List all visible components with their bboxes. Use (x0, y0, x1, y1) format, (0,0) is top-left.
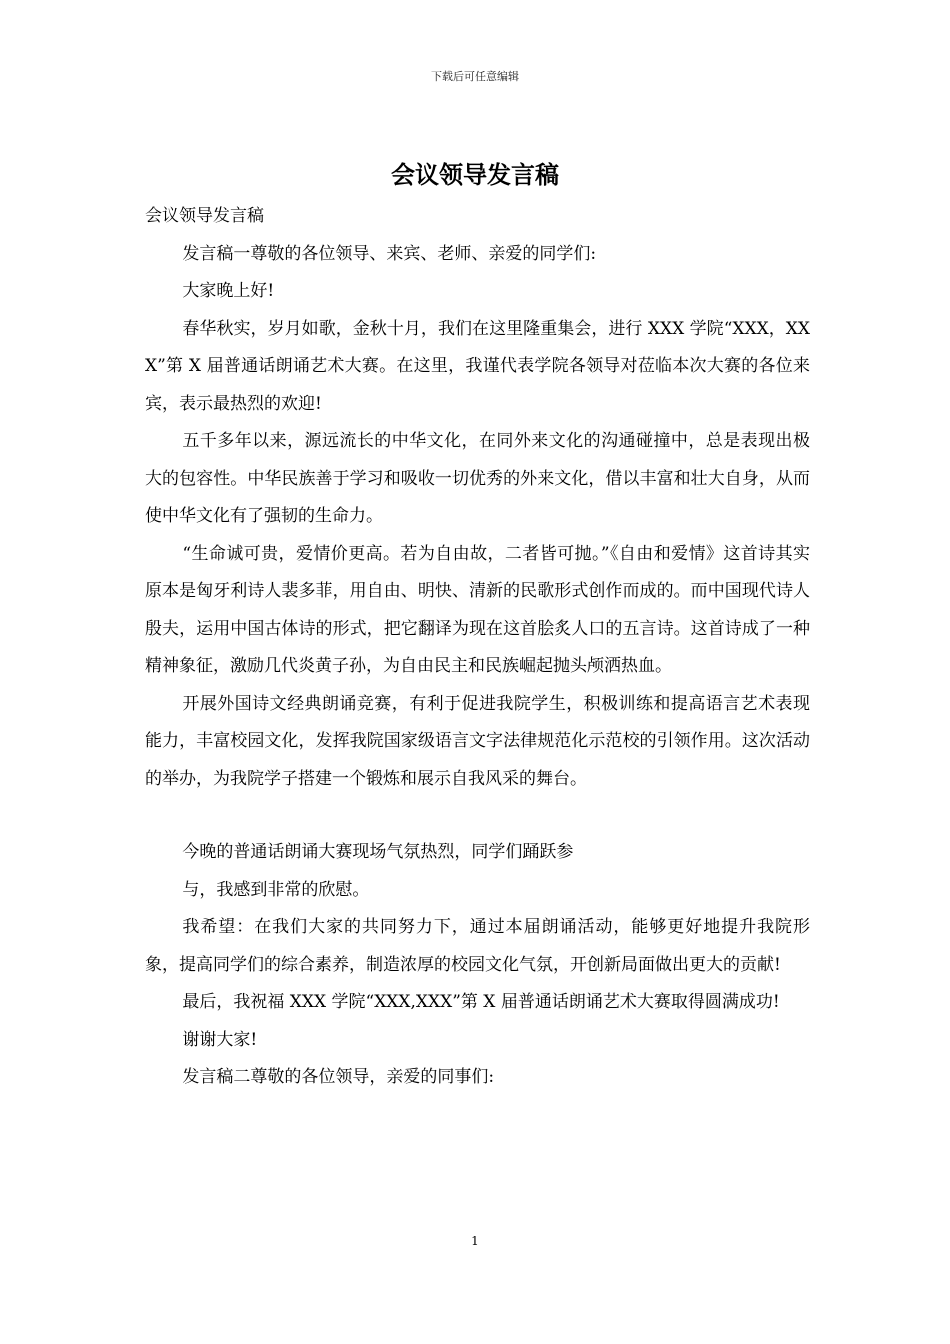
paragraph-speech-two: 发言稿二尊敬的各位领导，亲爱的同事们: (182, 1067, 495, 1087)
paragraph-wishes: 最后，我祝福 XXX 学院“XXX,XXX”第 X 届普通话朗诵艺术大赛取得圆满成功! (182, 992, 780, 1012)
paragraph-competition-purpose: 开展外国诗文经典朗诵竞赛，有利于促进我院学生，积极训练和提高语言艺术表现能力，丰富校园文化，发挥我院国家级语言文字法律规范化示范校的引领作用。这次活动的举办，为我院学子搭建一个锻炼和展示自我风采的舞台。 (145, 693, 810, 789)
paragraph-gratified: 与，我感到非常的欣慰。 (182, 879, 370, 900)
document-title: 会议领导发言稿 (391, 161, 559, 189)
paragraph-subtitle: 会议领导发言稿 (145, 206, 264, 226)
paragraph-chinese-culture: 五千多年以来，源远流长的中华文化，在同外来文化的沟通碰撞中，总是表现出极大的包容性。中华民族善于学习和吸收一切优秀的外来文化，借以丰富和壮大自身，从而使中华文化有了强韧的生命力。 (145, 431, 810, 526)
paragraph-good-evening: 大家晚上好! (182, 281, 275, 301)
header-note: 下载后可任意编辑 (431, 70, 519, 83)
paragraph-hope: 我希望：在我们大家的共同努力下，通过本届朗诵活动，能够更好地提升我院形象，提高同学们的综合素养，制造浓厚的校园文化气氛，开创新局面做出更大的贡献! (145, 917, 810, 975)
paragraph-greeting-address: 发言稿一尊敬的各位领导、来宾、老师、亲爱的同学们: (182, 243, 597, 264)
paragraph-poem: “生命诚可贵，爱情价更高。若为自由故，二者皆可抛。”《自由和爱情》这首诗其实原本是匈牙利诗人裴多菲，用自由、明快、清新的民歌形式创作而成的。而中国现代诗人殷夫，运用中国古体诗的形式，把它翻译为现在这首脍炙人口的五言诗。这首诗成了一种精神象征，激励几代炎黄子孙，为自由民主和民族崛起抛头颅洒热血。 (145, 543, 810, 676)
paragraph-welcome: 春华秋实，岁月如歌，金秋十月，我们在这里隆重集会，进行 XXX 学院“XXX，XXX”第 X 届普通话朗诵艺术大赛。在这里，我谨代表学院各领导对莅临本次大赛的各位来宾，表示最热烈的欢迎! (145, 318, 810, 414)
page-number: 1 (471, 1234, 479, 1248)
paragraph-atmosphere: 今晚的普通话朗诵大赛现场气氛热烈，同学们踊跃参 (182, 842, 574, 862)
document-body (145, 198, 810, 1097)
paragraph-thanks: 谢谢大家! (182, 1029, 258, 1050)
